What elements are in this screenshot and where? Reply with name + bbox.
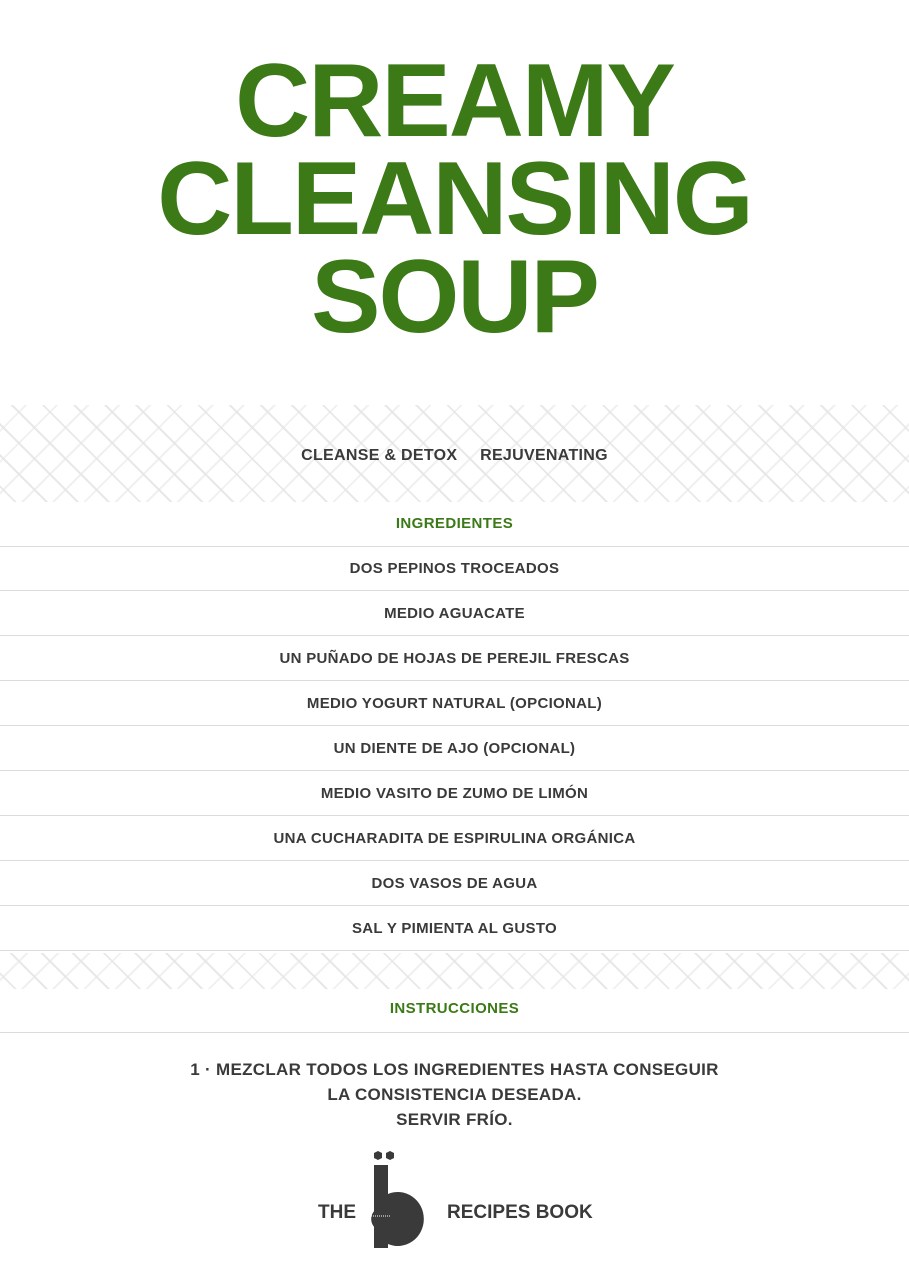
ingredients-list	[0, 546, 909, 951]
instructions-heading: INSTRUCCIONES	[389, 1000, 520, 1017]
list-item: UNA CUCHARADITA DE ESPIRULINA ORGÁNICA	[0, 816, 909, 861]
title-line-2: CLEANSING	[157, 141, 752, 257]
list-item: DOS VASOS DE AGUA	[0, 861, 909, 906]
logo-text-the: THE	[318, 1202, 356, 1223]
tag-cleanse-detox: CLEANSE & DETOX	[301, 447, 458, 464]
list-item: UN DIENTE DE AJO (OPCIONAL)	[0, 726, 909, 771]
tag-list	[0, 447, 909, 465]
list-item: MEDIO AGUACATE	[0, 591, 909, 636]
page-title	[0, 43, 909, 355]
list-item: MEDIO YOGURT NATURAL (OPCIONAL)	[0, 681, 909, 726]
list-item: SAL Y PIMIENTA AL GUSTO	[0, 906, 909, 951]
instruction-line: SERVIR FRÍO.	[396, 1110, 513, 1129]
list-item: DOS PEPINOS TROCEADOS	[0, 546, 909, 591]
tag-rejuvenating: REJUVENATING	[480, 447, 608, 464]
instruction-line: 1 · MEZCLAR TODOS LOS INGREDIENTES HASTA CONSEGUIR	[190, 1060, 719, 1079]
decorative-band-bottom	[0, 953, 909, 989]
divider	[0, 1032, 909, 1033]
list-item: MEDIO VASITO DE ZUMO DE LIMÓN	[0, 771, 909, 816]
brand-logo	[0, 1150, 909, 1250]
b-logo-icon	[364, 1150, 438, 1250]
title-line-1: CREAMY	[235, 43, 674, 159]
instruction-line: LA CONSISTENCIA DESEADA.	[327, 1085, 582, 1104]
list-item: UN PUÑADO DE HOJAS DE PEREJIL FRESCAS	[0, 636, 909, 681]
instructions-text	[0, 1057, 909, 1132]
title-line-3: SOUP	[311, 239, 598, 355]
ingredients-heading: INGREDIENTES	[395, 515, 514, 532]
logo-text-recipes-book: RECIPES BOOK	[447, 1202, 593, 1223]
